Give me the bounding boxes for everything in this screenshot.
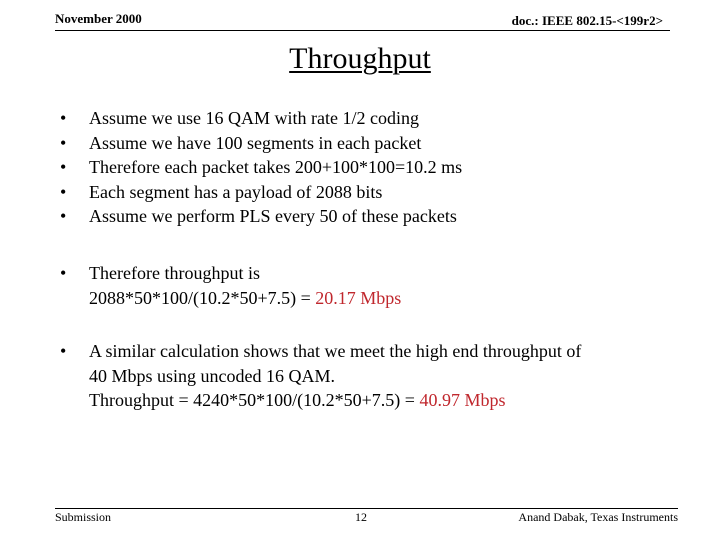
bullet-icon: • [60,206,67,226]
bullet-text: Assume we have 100 segments in each packet [89,132,422,153]
bullet-item [60,180,462,205]
bullet-icon: • [60,132,67,153]
bullet-icon: • [60,108,67,128]
similar-result: 40.97 Mbps [419,390,506,410]
slide-title-text: Throughput [289,42,431,75]
bullet-item [60,131,462,156]
footer-submission: Submission [55,510,112,524]
throughput-result: 20.17 Mbps [315,287,402,308]
bullet-icon: • [60,181,67,202]
slide-title [0,42,720,76]
similar-calc-bullet [60,339,581,413]
similar-line2: 40 Mbps using uncoded 16 QAM. [89,365,335,386]
bullet-item [60,106,462,131]
assumptions-list [60,106,462,229]
bullet-text: Each segment has a payload of 2088 bits [89,181,383,202]
header-date: November 2000 [55,11,142,26]
bullet-icon: • [60,263,67,283]
similar-line1: A similar calculation shows that we meet the high end throughput of [89,341,582,361]
bullet-icon: • [60,157,67,177]
similar-formula: Throughput = 4240*50*100/(10.2*50+7.5) = [89,390,420,410]
bullet-item [60,339,581,413]
header-doc-id: doc.: IEEE 802.15-<199r2> [511,13,663,28]
bullet-text: Assume we use 16 QAM with rate 1/2 coding [89,108,419,128]
throughput-line1: Therefore throughput is [89,263,260,283]
footer-author: Anand Dabak, Texas Instruments [518,510,678,524]
footer-rule [55,508,678,509]
bullet-item [60,261,401,310]
bullet-text: Therefore each packet takes 200+100*100=10.2 ms [89,157,463,177]
bullet-icon: • [60,341,67,361]
footer-page-number: 12 [355,510,367,524]
bullet-item [60,204,462,229]
throughput-formula: 2088*50*100/(10.2*50+7.5) = [89,287,316,308]
bullet-text: Assume we perform PLS every 50 of these packets [89,206,457,226]
header-rule [55,30,670,31]
bullet-item [60,155,462,180]
throughput-bullet [60,261,401,310]
